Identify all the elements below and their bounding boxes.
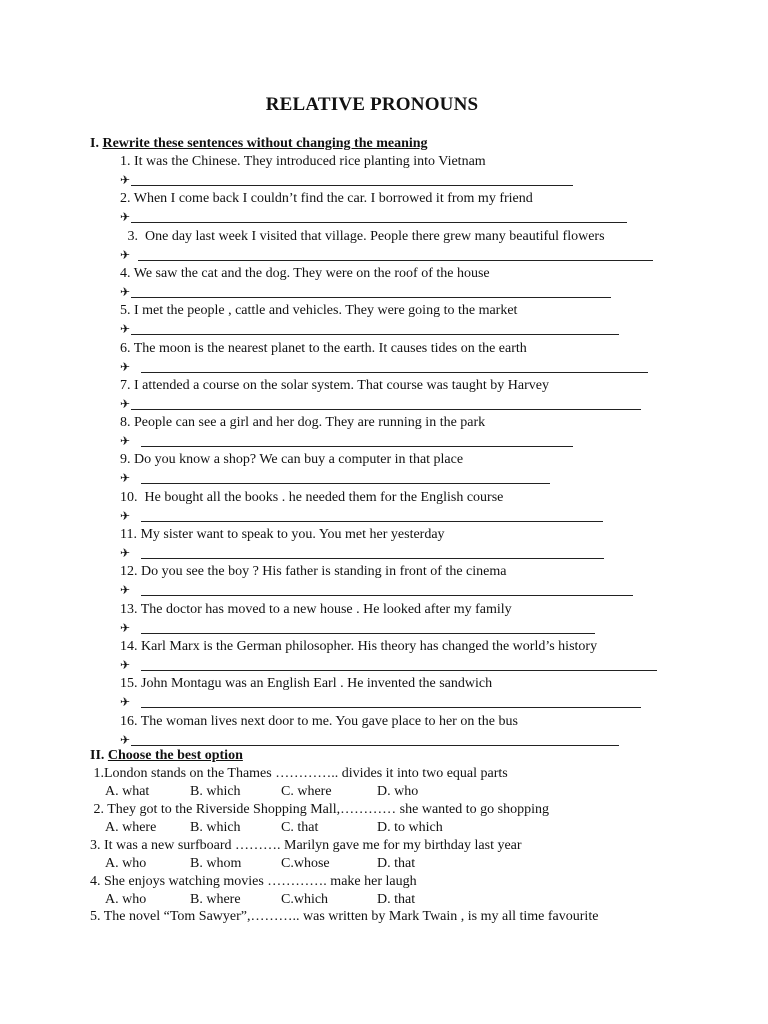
section-2-heading	[90, 748, 243, 764]
answer-option[interactable]: B. whom	[190, 856, 242, 871]
exercise-item: 12. Do you see the boy ? His father is standing in front of the cinema	[120, 564, 507, 579]
airplane-bullet-icon: ✈	[120, 695, 131, 709]
answer-line[interactable]	[120, 172, 573, 188]
airplane-bullet-icon: ✈	[120, 285, 131, 299]
answer-line[interactable]	[120, 620, 595, 636]
answer-blank	[131, 334, 619, 335]
answer-line[interactable]	[120, 321, 619, 337]
section-2-label: II.	[90, 748, 105, 763]
exercise-item: 7. I attended a course on the solar system. That course was taught by Harvey	[120, 378, 549, 393]
section-1-heading	[90, 136, 428, 152]
answer-blank	[131, 297, 611, 298]
section-2-title: Choose the best option	[107, 748, 243, 763]
answer-blank	[141, 372, 648, 373]
airplane-bullet-icon: ✈	[120, 509, 131, 523]
answer-line[interactable]	[120, 582, 633, 598]
airplane-bullet-icon: ✈	[120, 248, 131, 262]
answer-line[interactable]	[120, 247, 653, 263]
exercise-item: 4. We saw the cat and the dog. They were on the roof of the house	[120, 266, 490, 281]
answer-blank	[131, 185, 573, 186]
answer-line[interactable]	[120, 359, 648, 375]
airplane-bullet-icon: ✈	[120, 434, 131, 448]
exercise-item: 10. He bought all the books . he needed them for the English course	[120, 490, 504, 505]
answer-line[interactable]	[120, 433, 573, 449]
answer-option[interactable]: D. to which	[377, 820, 443, 835]
question-text: 2. They got to the Riverside Shopping Mall,………… she wanted to go shopping	[90, 802, 549, 817]
airplane-bullet-icon: ✈	[120, 322, 131, 336]
exercise-item: 2. When I come back I couldn’t find the car. I borrowed it from my friend	[120, 191, 533, 206]
answer-option[interactable]: A. who	[105, 892, 147, 907]
section-1-title: Rewrite these sentences without changing the meaning	[102, 136, 428, 151]
answer-blank	[141, 633, 595, 634]
airplane-bullet-icon: ✈	[120, 397, 131, 411]
airplane-bullet-icon: ✈	[120, 471, 131, 485]
answer-blank	[141, 446, 573, 447]
answer-option[interactable]: C. where	[281, 784, 332, 799]
answer-blank	[131, 222, 627, 223]
airplane-bullet-icon: ✈	[120, 658, 131, 672]
exercise-item: 1. It was the Chinese. They introduced rice planting into Vietnam	[120, 154, 486, 169]
answer-option[interactable]: B. which	[190, 784, 241, 799]
answer-option[interactable]: B. which	[190, 820, 241, 835]
exercise-item: 9. Do you know a shop? We can buy a computer in that place	[120, 452, 464, 467]
answer-option[interactable]: A. who	[105, 856, 147, 871]
answer-blank	[131, 409, 641, 410]
exercise-item: 11. My sister want to speak to you. You met her yesterday	[120, 527, 445, 542]
answer-blank	[141, 595, 633, 596]
question-text: 3. It was a new surfboard ………. Marilyn gave me for my birthday last year	[90, 838, 522, 853]
answer-blank	[131, 745, 619, 746]
answer-blank	[141, 707, 641, 708]
answer-line[interactable]	[120, 732, 619, 748]
question-text: 5. The novel “Tom Sawyer”,……….. was written by Mark Twain , is my all time favourite	[90, 909, 599, 924]
answer-option[interactable]: C.whose	[281, 856, 330, 871]
answer-option[interactable]: D. who	[377, 784, 419, 799]
exercise-item: 13. The doctor has moved to a new house . He looked after my family	[120, 602, 512, 617]
answer-line[interactable]	[120, 284, 611, 300]
answer-blank	[141, 670, 657, 671]
answer-line[interactable]	[120, 694, 641, 710]
airplane-bullet-icon: ✈	[120, 583, 131, 597]
exercise-item: 5. I met the people , cattle and vehicles. They were going to the market	[120, 303, 518, 318]
answer-line[interactable]	[120, 209, 627, 225]
answer-option[interactable]: C. that	[281, 820, 319, 835]
exercise-item: 15. John Montagu was an English Earl . He invented the sandwich	[120, 676, 493, 691]
airplane-bullet-icon: ✈	[120, 621, 131, 635]
answer-blank	[141, 483, 550, 484]
exercise-item: 8. People can see a girl and her dog. They are running in the park	[120, 415, 486, 430]
answer-blank	[141, 521, 603, 522]
exercise-item: 6. The moon is the nearest planet to the earth. It causes tides on the earth	[120, 341, 527, 356]
airplane-bullet-icon: ✈	[120, 173, 131, 187]
answer-line[interactable]	[120, 508, 603, 524]
section-1-label: I.	[90, 136, 99, 151]
exercise-item: 3. One day last week I visited that village. People there grew many beautiful flowers	[124, 229, 605, 244]
answer-option[interactable]: B. where	[190, 892, 241, 907]
answer-line[interactable]	[120, 545, 604, 561]
airplane-bullet-icon: ✈	[120, 546, 131, 560]
airplane-bullet-icon: ✈	[120, 733, 131, 747]
answer-option[interactable]: A. where	[105, 820, 157, 835]
answer-line[interactable]	[120, 396, 641, 412]
answer-blank	[138, 260, 653, 261]
exercise-item: 16. The woman lives next door to me. You gave place to her on the bus	[120, 714, 518, 729]
page-title: RELATIVE PRONOUNS	[265, 94, 479, 115]
answer-option[interactable]: D. that	[377, 856, 416, 871]
airplane-bullet-icon: ✈	[120, 210, 131, 224]
question-text: 4. She enjoys watching movies …………. make her laugh	[90, 874, 417, 889]
answer-option[interactable]: D. that	[377, 892, 416, 907]
airplane-bullet-icon: ✈	[120, 360, 131, 374]
question-text: 1.London stands on the Thames ………….. divides it into two equal parts	[90, 766, 508, 781]
answer-option[interactable]: C.which	[281, 892, 329, 907]
answer-line[interactable]	[120, 470, 550, 486]
exercise-item: 14. Karl Marx is the German philosopher. His theory has changed the world’s history	[120, 639, 598, 654]
answer-option[interactable]: A. what	[105, 784, 150, 799]
answer-line[interactable]	[120, 657, 657, 673]
answer-blank	[141, 558, 604, 559]
